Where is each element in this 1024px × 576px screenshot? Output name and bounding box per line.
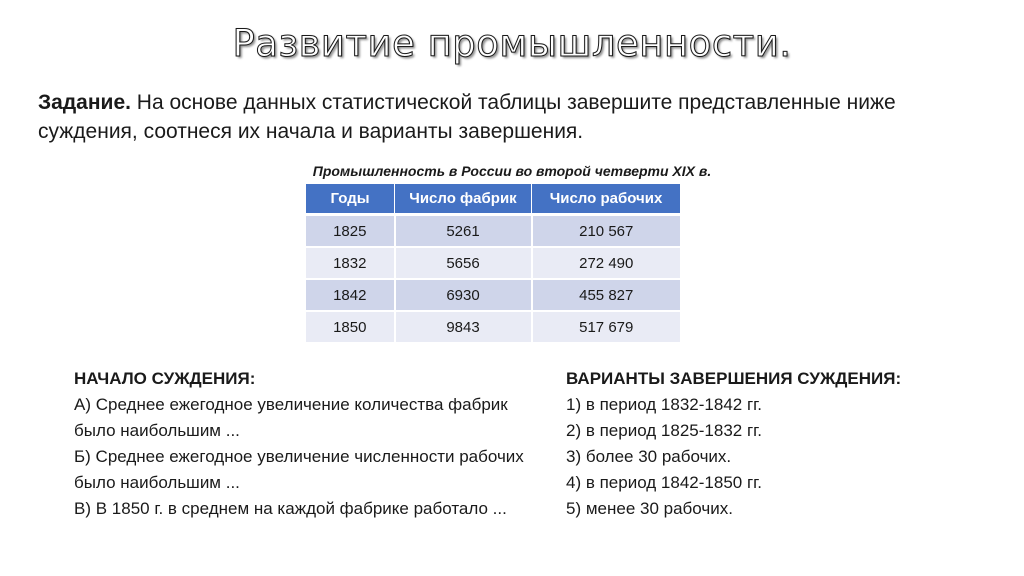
header-factories: Число фабрик [395,184,532,215]
header-years: Годы [306,184,395,215]
cell-year: 1850 [306,311,395,343]
ending-item-3: 3) более 30 рабочих. [566,447,732,466]
table-row [306,279,680,311]
ending-item-1: 1) в период 1832-1842 гг. [566,395,762,414]
cell-year: 1832 [306,247,395,279]
task-paragraph [38,88,998,146]
cell-factories: 6930 [395,279,532,311]
judgment-beginnings [74,366,534,522]
task-text: На основе данных статистической таблицы завершите представленные ниже суждения, соотнеся их начала и варианты завершения. [38,91,896,143]
table-caption: Промышленность в России во второй четверти XIX в. [312,163,712,179]
cell-factories: 5261 [395,215,532,248]
beginning-item-a: А) Среднее ежегодное увеличение количества фабрик было наибольшим ... [74,395,508,440]
table-row [306,247,680,279]
statistics-table [306,184,680,344]
cell-workers: 210 567 [532,215,681,248]
ending-item-5: 5) менее 30 рабочих. [566,499,733,518]
endings-heading: ВАРИАНТЫ ЗАВЕРШЕНИЯ СУЖДЕНИЯ: [566,369,902,388]
table-row [306,311,680,343]
judgment-endings [566,366,986,522]
beginning-item-b: Б) Среднее ежегодное увеличение численности рабочих было наибольшим ... [74,447,524,492]
table-header-row [306,184,680,215]
cell-factories: 5656 [395,247,532,279]
slide-title: Развитие промышленности. [232,22,792,65]
ending-item-2: 2) в период 1825-1832 гг. [566,421,762,440]
cell-workers: 517 679 [532,311,681,343]
table-row [306,215,680,248]
beginning-item-c: В) В 1850 г. в среднем на каждой фабрике работало ... [74,499,507,518]
cell-workers: 455 827 [532,279,681,311]
cell-year: 1825 [306,215,395,248]
cell-factories: 9843 [395,311,532,343]
task-label: Задание. [38,91,131,114]
cell-year: 1842 [306,279,395,311]
cell-workers: 272 490 [532,247,681,279]
ending-item-4: 4) в период 1842-1850 гг. [566,473,762,492]
header-workers: Число рабочих [532,184,681,215]
beginnings-heading: НАЧАЛО СУЖДЕНИЯ: [74,369,256,388]
